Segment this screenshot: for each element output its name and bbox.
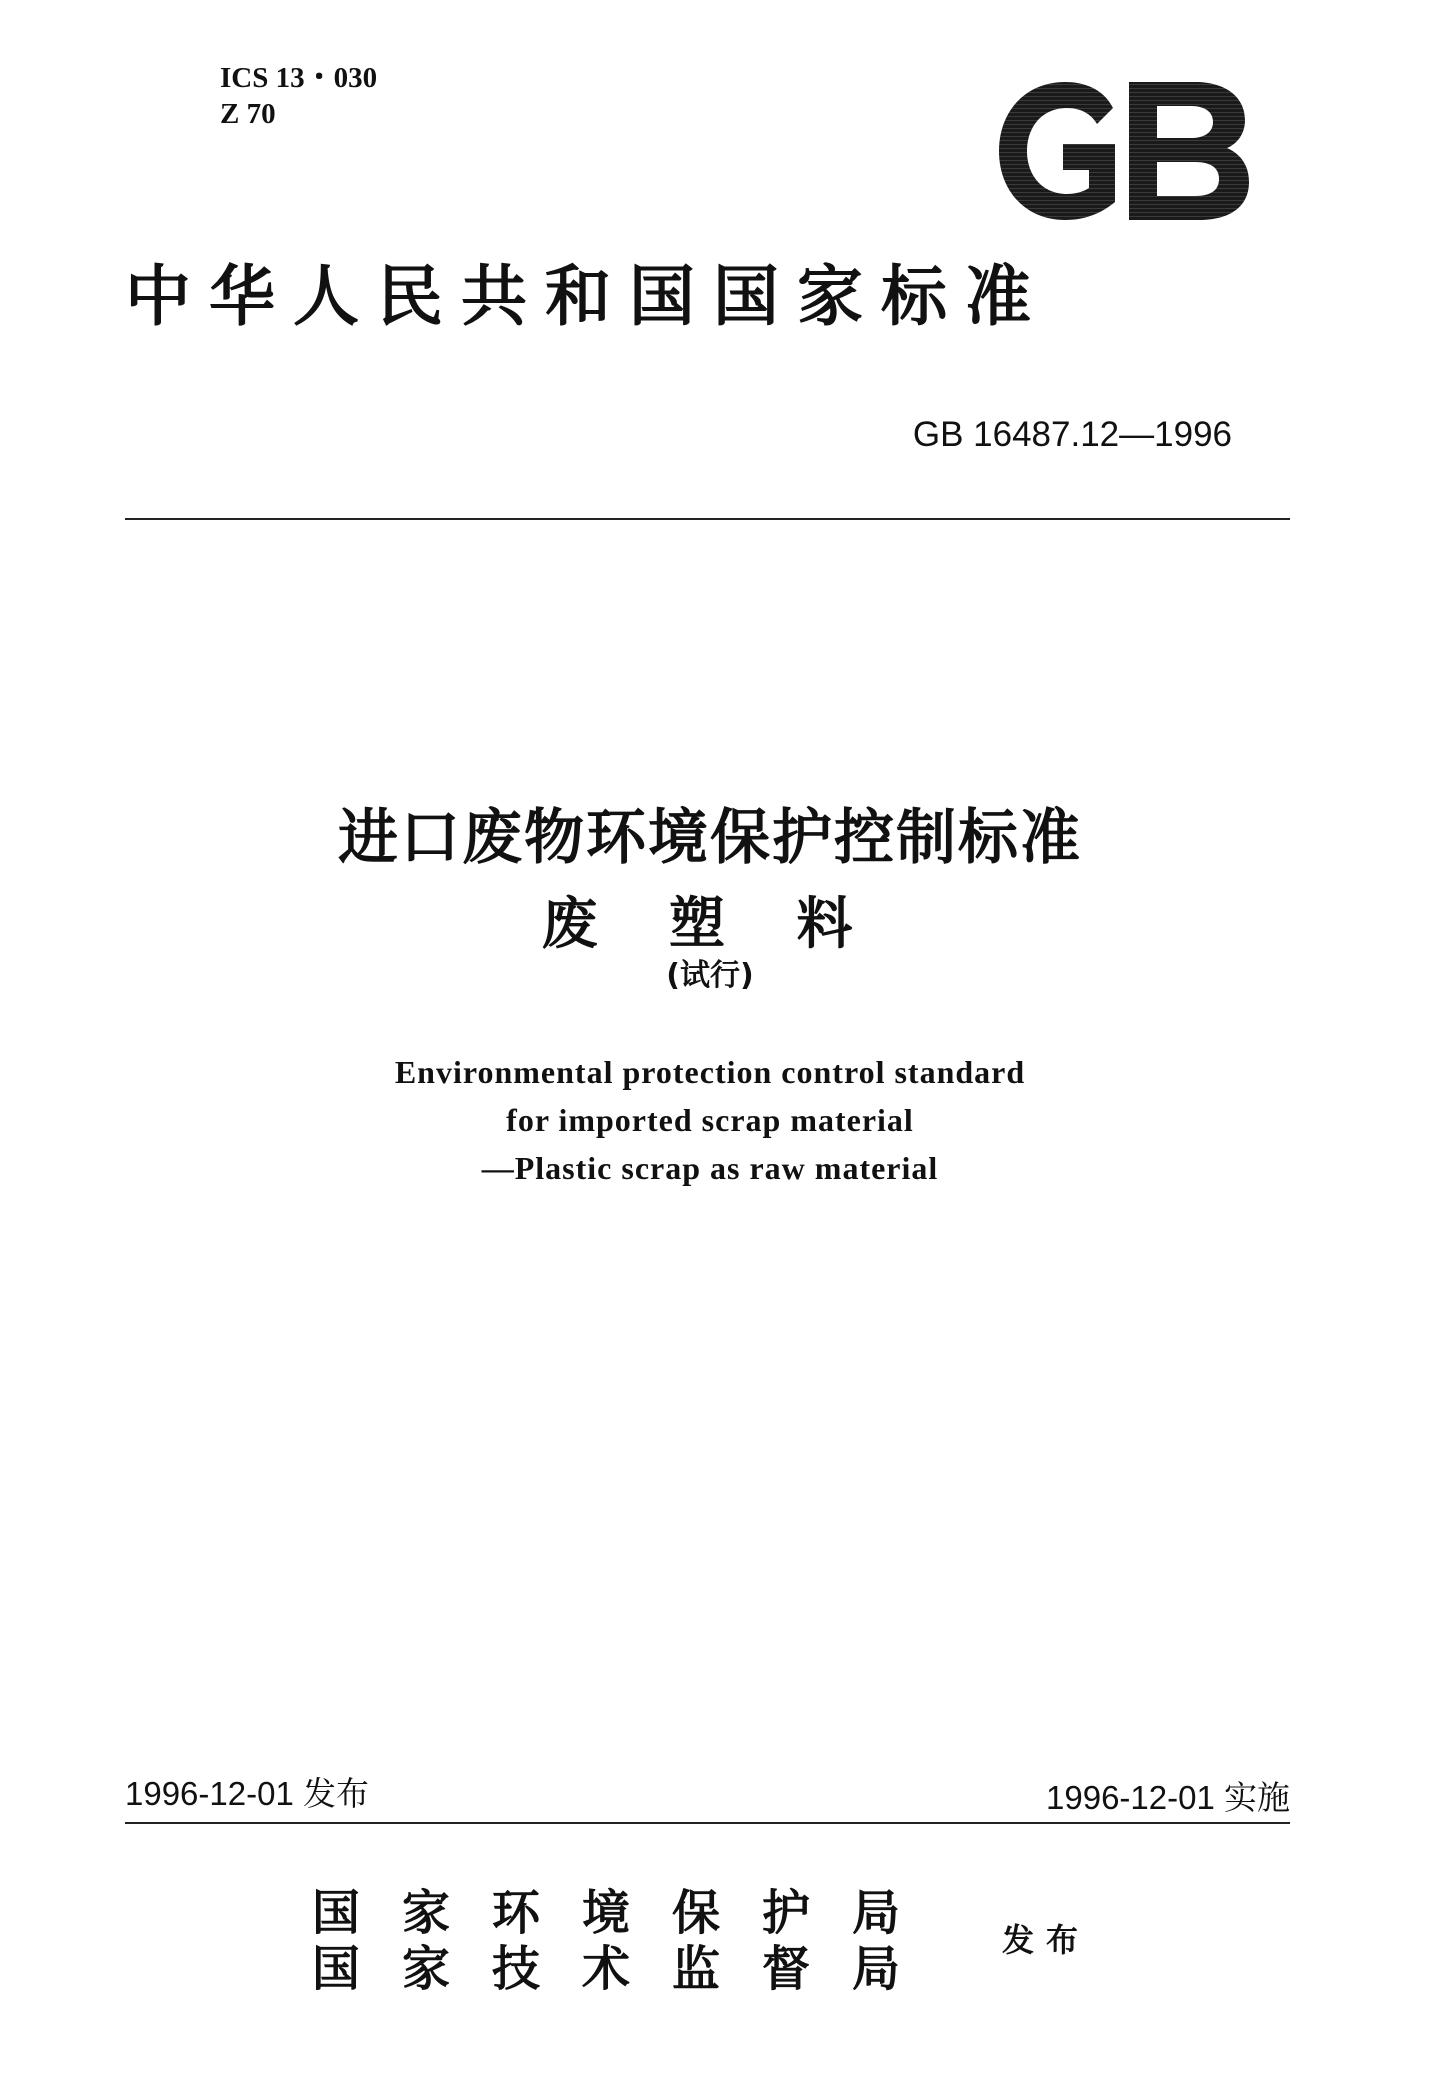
effective-date: 1996-12-01 实施: [1046, 1779, 1290, 1816]
gb-logo: [995, 78, 1253, 224]
classification-codes: [220, 60, 377, 132]
standard-number: GB 16487.12—1996: [912, 415, 1232, 454]
bottom-divider: [125, 1822, 1290, 1824]
top-divider: [125, 518, 1290, 520]
english-title-line3: —Plastic scrap as raw material: [481, 1150, 939, 1186]
english-title-line2: for imported scrap material: [506, 1102, 914, 1138]
national-standard-heading: 中华人民共和国国家标准: [125, 257, 1049, 335]
issuing-agencies: [312, 1885, 942, 1997]
ics-code: ICS 13・030: [220, 62, 378, 94]
ccs-code: Z 70: [220, 98, 276, 130]
chinese-title-line1: 进口废物环境保护控制标准: [338, 803, 1082, 873]
issue-date: 1996-12-01 发布: [125, 1775, 369, 1812]
chinese-title-line2: 废 塑 料: [541, 892, 879, 957]
trial-note: (试行): [666, 958, 754, 993]
publish-label: 发布: [1002, 1921, 1091, 1959]
english-title-line1: Environmental protection control standard: [394, 1054, 1026, 1090]
english-title: [0, 1048, 1420, 1192]
agency-technical-supervision: 国家技术监督局: [312, 1941, 943, 1997]
agency-environmental-protection: 国家环境保护局: [312, 1885, 943, 1941]
